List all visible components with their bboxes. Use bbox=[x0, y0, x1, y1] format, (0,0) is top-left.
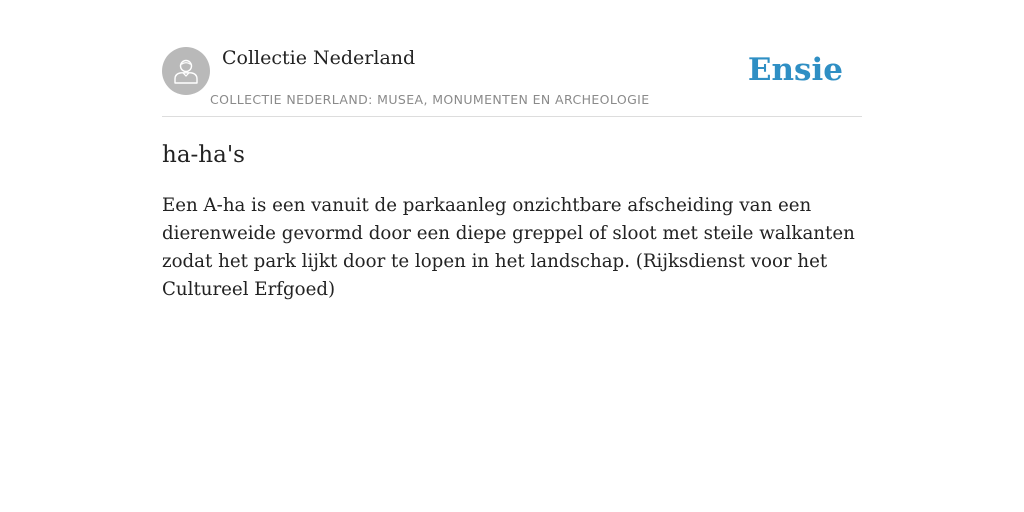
brand-logo[interactable]: Ensie bbox=[747, 52, 843, 88]
source-label[interactable]: COLLECTIE NEDERLAND: MUSEA, MONUMENTEN EN ARCHEOLOGIE bbox=[210, 92, 650, 107]
entry-header bbox=[162, 46, 862, 117]
author-avatar[interactable] bbox=[162, 47, 210, 95]
entry-definition: Een A-ha is een vanuit de parkaanleg onzichtbare afscheiding van een dierenweide gevormd door een diepe greppel of sloot met steile walkanten zodat het park lijkt door te lopen in het landschap. (Rijksdienst voor het Cultureel Erfgoed) bbox=[162, 195, 855, 300]
author-name[interactable]: Collectie Nederland bbox=[222, 47, 416, 69]
entry-term: ha-ha's bbox=[162, 142, 245, 168]
user-icon bbox=[171, 56, 201, 86]
